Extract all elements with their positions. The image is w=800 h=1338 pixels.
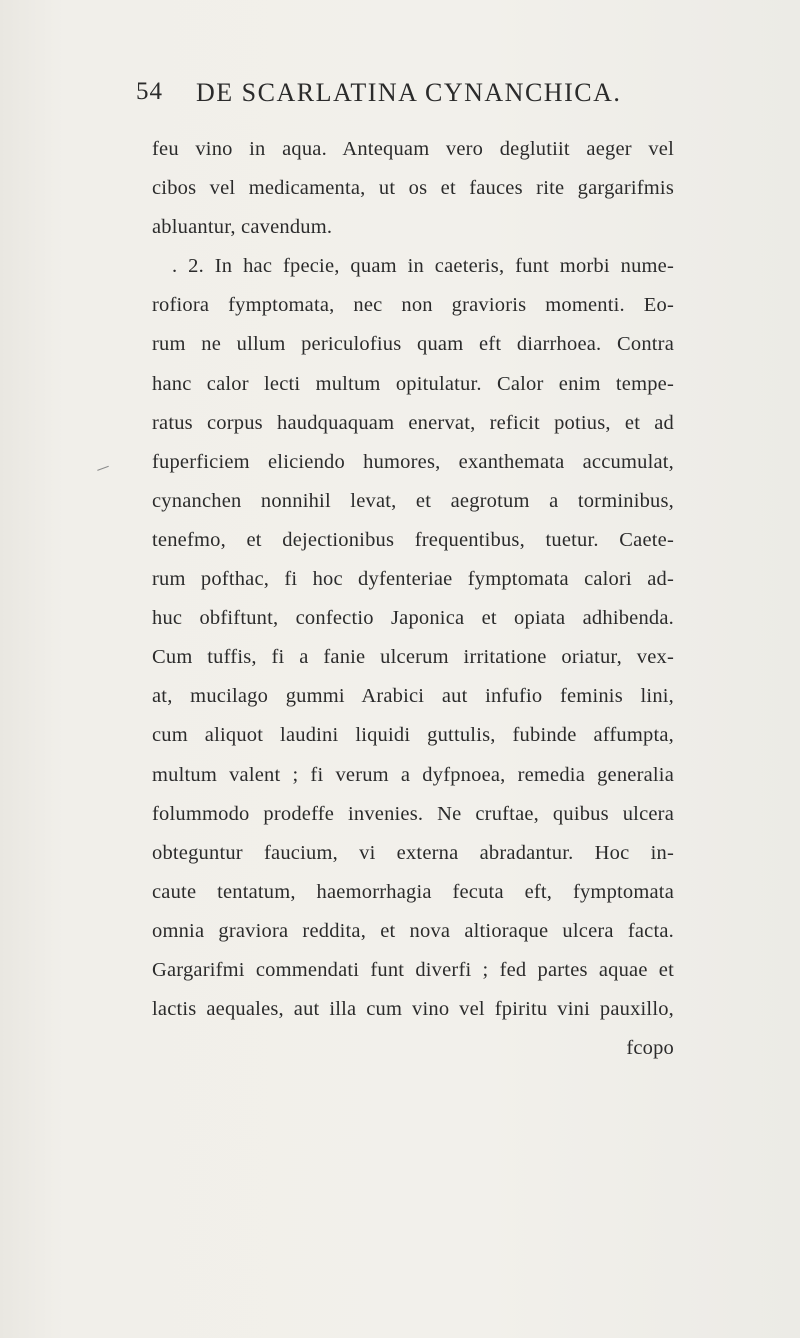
text-line: lactis aequales, aut illa cum vino vel fpiritu vini pauxillo, [152, 998, 674, 1021]
text-line: hanc calor lecti multum opitulatur. Calor enim tempe- [152, 372, 674, 395]
text-line: folummodo prodeffe invenies. Ne cruftae, quibus ulcera [152, 802, 674, 825]
margin-mark [95, 460, 109, 471]
text-line: obteguntur faucium, vi externa abradantur. Hoc in- [152, 841, 674, 864]
text-line: caute tentatum, haemorrhagia fecuta eft, fymptomata [152, 880, 674, 903]
text-line: abluantur, cavendum. [152, 216, 333, 239]
catchword: fcopo [626, 1037, 674, 1060]
text-line: tenefmo, et dejectionibus frequentibus, tuetur. Caete- [152, 528, 674, 551]
text-line: multum valent ; fi verum a dyfpnoea, remedia generalia [152, 763, 674, 786]
page-header [0, 78, 800, 110]
text-line: Cum tuffis, fi a fanie ulcerum irritatione oriatur, vex- [152, 646, 674, 669]
text-line: rofiora fymptomata, nec non gravioris momenti. Eo- [152, 294, 674, 317]
text-line: Gargarifmi commendati funt diverfi ; fed partes aquae et [152, 958, 674, 981]
text-line: feu vino in aqua. Antequam vero deglutiit aeger vel [152, 138, 674, 160]
text-line: at, mucilago gummi Arabici aut infufio feminis lini, [152, 685, 674, 708]
text-line: fuperficiem eliciendo humores, exanthemata accumulat, [152, 450, 674, 473]
text-line: huc obfiftunt, confectio Japonica et opiata adhibenda. [152, 607, 674, 630]
running-title: DE SCARLATINA CYNANCHICA. [196, 78, 622, 107]
body-text [152, 130, 674, 1068]
text-line: ratus corpus haudquaquam enervat, reficit potius, et ad [152, 411, 674, 434]
text-line: cibos vel medicamenta, ut os et fauces rite gargarifmis [152, 177, 674, 200]
text-line: cum aliquot laudini liquidi guttulis, fubinde affumpta, [152, 724, 674, 747]
text-line: omnia graviora reddita, et nova altioraque ulcera facta. [152, 919, 674, 942]
text-line: rum pofthac, fi hoc dyfenteriae fymptomata calori ad- [152, 568, 674, 591]
text-line: rum ne ullum periculofius quam eft diarrhoea. Contra [152, 333, 674, 356]
page-number: 54 [136, 78, 163, 105]
text-line: cynanchen nonnihil levat, et aegrotum a torminibus, [152, 489, 674, 512]
text-line: . 2. In hac fpecie, quam in caeteris, funt morbi nume- [172, 255, 674, 278]
